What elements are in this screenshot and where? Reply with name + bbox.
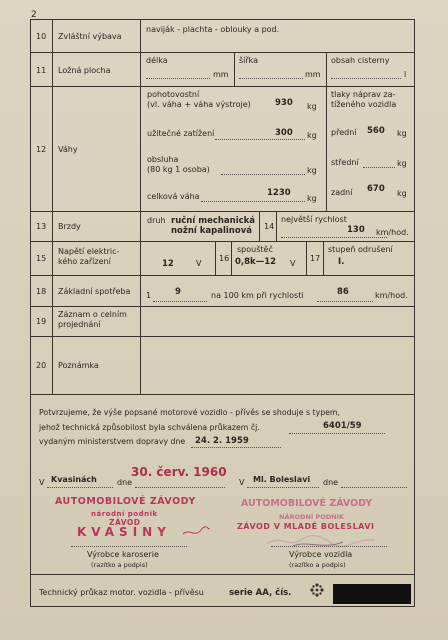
row-number: 14 <box>264 222 275 231</box>
front-axle-label: přední <box>331 128 357 137</box>
unit-kmh: km/hod. <box>376 228 409 237</box>
place-2: Ml. Boleslavi <box>253 475 311 484</box>
fill-line <box>247 487 319 488</box>
consumption-prefix: 1 <box>146 291 152 300</box>
page-number: 2 <box>31 10 37 20</box>
tank-label: obsah cisterny <box>331 56 390 65</box>
approval-date: 24. 2. 1959 <box>195 436 249 446</box>
unit-volt: V <box>196 259 202 268</box>
stamp-line: ZÁVOD <box>109 518 141 527</box>
unit-kg: kg <box>307 102 317 111</box>
payload-value: 300 <box>275 128 293 138</box>
max-speed-value: 130 <box>347 225 365 235</box>
row-label: Základní spotřeba <box>58 287 131 296</box>
divider <box>31 86 414 87</box>
stamp-line: ZÁVOD V MLADÉ BOLESLAVI <box>237 522 375 531</box>
crew-sublabel: (80 kg 1 osoba) <box>147 165 210 174</box>
payload-label: užitečné zatížení <box>147 129 215 138</box>
row-label: Záznam o celním <box>58 310 127 319</box>
signature-2 <box>263 530 383 552</box>
divider <box>31 275 414 276</box>
divider <box>140 20 141 394</box>
rear-axle-label: zadní <box>331 188 353 197</box>
place-1: Kvasinách <box>51 475 97 484</box>
axle-load-sublabel: tíženého vozidla <box>331 100 397 109</box>
stamp-line: NÁRODNÍ PODNIK <box>279 513 345 521</box>
special-equipment-value: naviják - plachta - oblouky a pod. <box>146 25 280 34</box>
fill-line <box>191 447 281 448</box>
stamp-line: národní podnik <box>91 510 158 518</box>
stamp-line: KVASINY <box>77 525 171 539</box>
body-maker-sublabel: (razítko a podpis) <box>91 561 148 569</box>
unit-kmh: km/hod. <box>375 291 408 300</box>
place-prefix: V <box>39 478 45 487</box>
divider <box>231 241 232 275</box>
unit-volt: V <box>290 259 296 268</box>
signature-1 <box>181 524 211 540</box>
row-label: Poznámka <box>58 361 99 370</box>
crew-label: obsluha <box>147 155 179 164</box>
unit-kg: kg <box>307 131 317 140</box>
divider <box>31 336 414 337</box>
row-number: 16 <box>219 254 230 263</box>
row-label: Váhy <box>58 145 78 154</box>
fill-line <box>331 78 401 79</box>
row-label: projednání <box>58 320 101 329</box>
vehicle-maker-label: Výrobce vozidla <box>289 550 353 559</box>
length-label: délka <box>146 56 168 65</box>
row-number: 12 <box>36 145 47 154</box>
date-stamp-1: 30. červ. 1960 <box>131 465 227 479</box>
fill-line <box>289 433 385 434</box>
row-number: 19 <box>36 317 47 326</box>
fill-line <box>239 78 303 79</box>
total-weight-value: 1230 <box>267 188 291 198</box>
row-label: Zvláštní výbava <box>58 32 122 41</box>
rear-axle-value: 670 <box>367 184 385 194</box>
row-number: 13 <box>36 222 47 231</box>
ready-weight-label: pohotovostní <box>147 90 200 99</box>
divider <box>306 241 307 275</box>
fill-line <box>47 487 113 488</box>
row-label: Brzdy <box>58 222 81 231</box>
place-prefix: V <box>239 478 245 487</box>
divider <box>215 241 216 275</box>
row-number: 17 <box>310 254 321 263</box>
confirm-line-3: vydaným ministerstvem dopravy dne <box>39 437 186 446</box>
ready-weight-sublabel: (vl. váha + váha výstroje) <box>147 100 251 109</box>
interference-label: stupeň odrušení <box>328 245 393 254</box>
stamp-line: AUTOMOBILOVÉ ZÁVODY <box>55 496 196 507</box>
stamp-line: AUTOMOBILOVÉ ZÁVODY <box>241 498 373 509</box>
fill-line <box>221 174 305 175</box>
divider <box>326 52 327 86</box>
divider <box>31 394 414 395</box>
starter-value: 0,8k—12 <box>235 257 277 267</box>
fill-line <box>135 487 225 488</box>
fill-line <box>271 546 387 547</box>
row-label: Napětí elektric- <box>58 247 120 256</box>
row-number: 20 <box>36 361 47 370</box>
fill-line <box>341 487 407 488</box>
unit-mm: mm <box>305 70 321 79</box>
brake-type-2: nožní kapalinová <box>171 226 252 236</box>
approval-number: 6401/59 <box>323 421 362 431</box>
unit-mm: mm <box>213 70 229 79</box>
total-weight-label: celková váha <box>147 192 200 201</box>
divider <box>31 241 414 242</box>
registration-form <box>30 19 415 607</box>
footer-text: Technický průkaz motor. vozidla - přívěsu <box>39 588 204 597</box>
date-prefix: dne <box>117 478 133 487</box>
row-label: Ložná plocha <box>58 66 111 75</box>
fill-line <box>201 201 305 202</box>
fill-line <box>153 301 207 302</box>
axle-load-label: tlaky náprav za- <box>331 90 396 99</box>
row-number: 10 <box>36 32 47 41</box>
unit-kg: kg <box>307 194 317 203</box>
starter-label: spouštěč <box>237 245 273 254</box>
divider <box>326 86 327 211</box>
date-prefix: dne <box>323 478 339 487</box>
row-label: kého zařízení <box>58 257 111 266</box>
divider <box>31 306 414 307</box>
unit-kg: kg <box>397 189 407 198</box>
consumption-value: 9 <box>175 287 181 297</box>
fill-line <box>363 167 395 168</box>
body-maker-label: Výrobce karoserie <box>87 550 159 559</box>
front-axle-value: 560 <box>367 126 385 136</box>
divider <box>323 241 324 275</box>
fill-line <box>281 237 387 238</box>
divider <box>276 211 277 241</box>
row-number: 15 <box>36 254 47 263</box>
divider <box>31 211 414 212</box>
row-number: 18 <box>36 287 47 296</box>
unit-kg: kg <box>397 129 407 138</box>
brake-type-label: druh <box>147 216 166 225</box>
fill-line <box>71 546 187 547</box>
unit-l: l <box>404 70 407 79</box>
interference-value: I. <box>338 257 345 267</box>
consumption-speed-value: 86 <box>337 287 349 297</box>
confirm-line-1: Potvrzujeme, že výše popsané motorové vozidlo - přívěs se shoduje s typem, <box>39 408 341 417</box>
confirm-line-2: jehož technická způsobilost byla schválena průkazem čj. <box>39 423 260 432</box>
redaction-block <box>333 584 411 604</box>
unit-kg: kg <box>307 166 317 175</box>
divider <box>31 52 414 53</box>
divider <box>52 20 53 394</box>
vehicle-maker-sublabel: (razítko a podpis) <box>289 561 346 569</box>
unit-kg: kg <box>397 159 407 168</box>
fill-line <box>317 301 373 302</box>
consumption-mid-text: na 100 km při rychlosti <box>211 291 304 300</box>
ready-weight-value: 930 <box>275 98 293 108</box>
fill-line <box>146 78 210 79</box>
brake-type-1: ruční mechanická <box>171 216 256 226</box>
footer-series: serie AA, čís. <box>229 588 292 598</box>
voltage-value: 12 <box>162 259 174 269</box>
max-speed-label: největší rychlost <box>281 215 347 224</box>
width-label: šířka <box>239 56 259 65</box>
divider <box>234 52 235 86</box>
middle-axle-label: střední <box>331 158 359 167</box>
rosette-icon <box>309 582 325 598</box>
fill-line <box>215 139 305 140</box>
divider <box>259 211 260 241</box>
divider <box>31 574 414 575</box>
row-number: 11 <box>36 66 47 75</box>
